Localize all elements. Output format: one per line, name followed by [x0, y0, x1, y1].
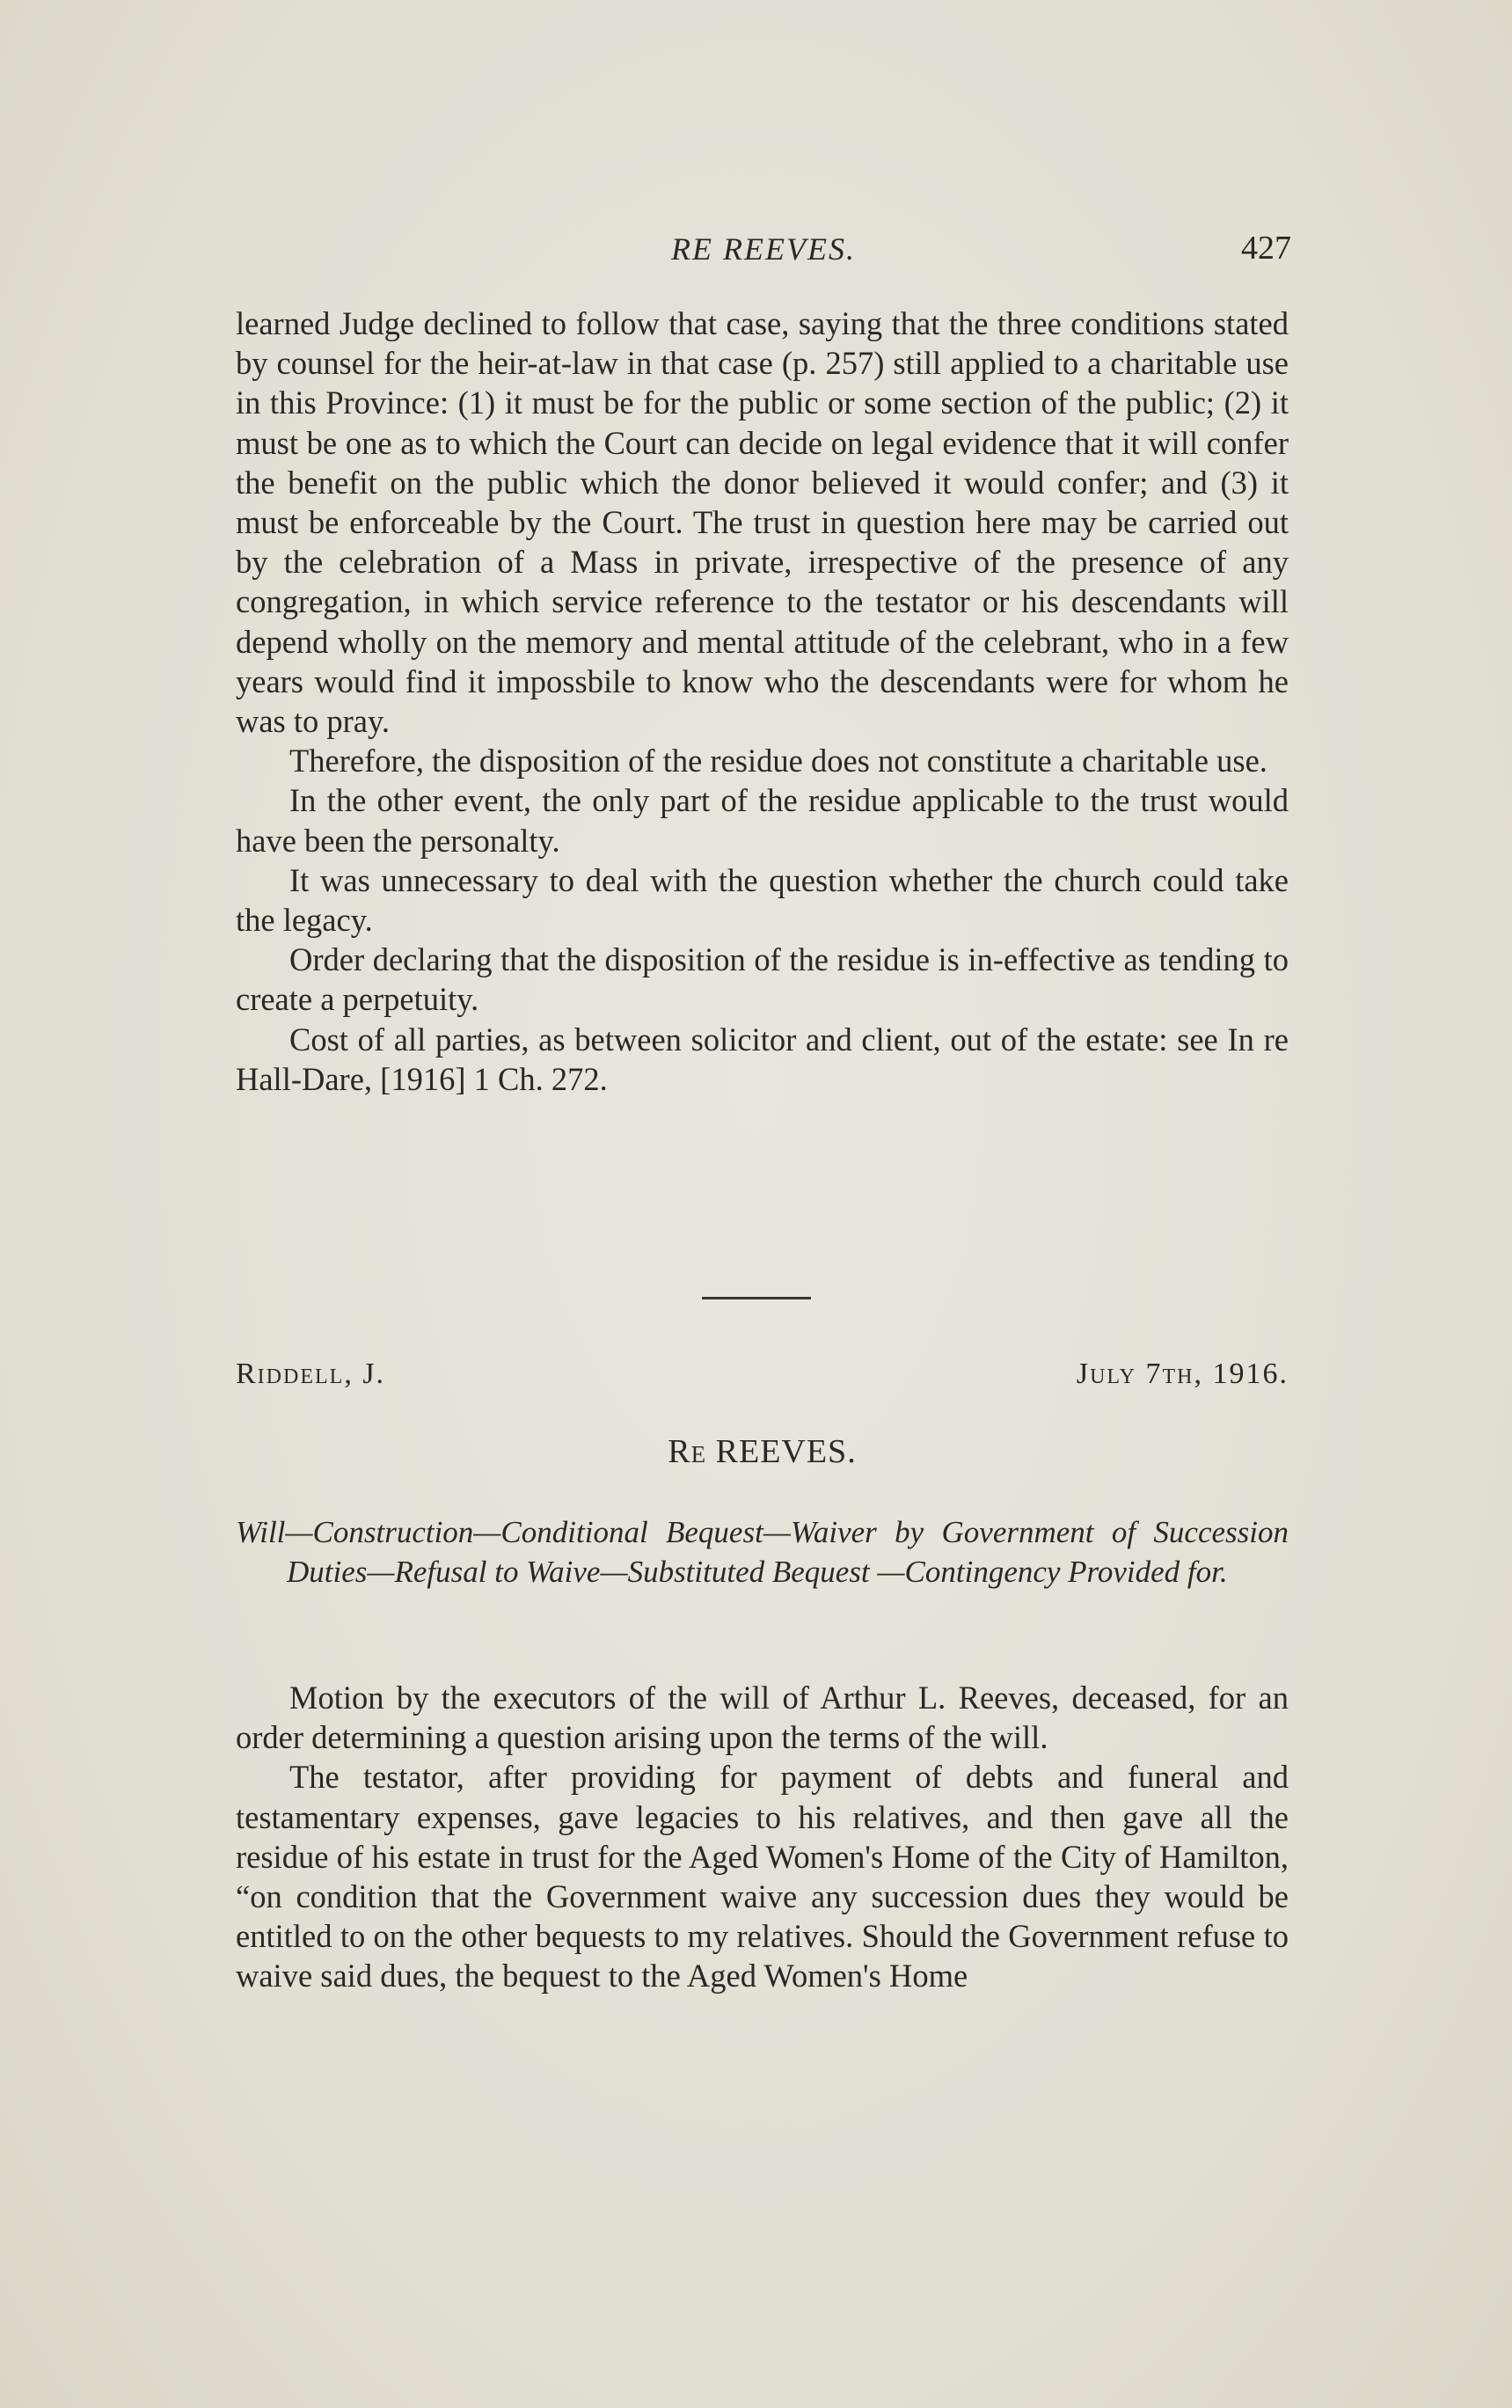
- case-title: Re REEVES.: [668, 1433, 857, 1470]
- bottom-text-block: [236, 1678, 1289, 1996]
- paragraph: In the other event, the only part of the residue applicable to the trust would have been the personalty.: [236, 782, 1289, 859]
- judgment-line: [236, 1358, 1289, 1398]
- paragraph: Motion by the executors of the will of Arthur L. Reeves, deceased, for an order determining a question arising upon the terms of the will.: [236, 1680, 1289, 1756]
- judgment-date: July 7th, 1916.: [1076, 1358, 1289, 1390]
- paragraph: Cost of all parties, as between solicitor and client, out of the estate: see In re Hall-Dare, [1916] 1 Ch. 272.: [236, 1021, 1289, 1097]
- section-divider: [702, 1297, 811, 1299]
- paragraph: Therefore, the disposition of the residue does not constitute a charitable use.: [289, 743, 1267, 779]
- paragraph: It was unnecessary to deal with the question whether the church could take the legacy.: [236, 861, 1289, 939]
- paragraph: Order declaring that the disposition of the residue is in-effective as tending to create a perpetuity.: [236, 941, 1289, 1018]
- running-header: [236, 231, 1291, 274]
- headnote: [236, 1512, 1289, 1592]
- judge-name: Riddell, J.: [236, 1358, 386, 1390]
- running-title: RE REEVES.: [671, 231, 856, 267]
- paragraph: The testator, after providing for payment of debts and funeral and testamentary expenses, gave legacies to his relatives, and then gave all the residue of his estate in trust for the Aged Women's Home of the City of Hamilton, “on condition that the Government waive any succession dues they would be entitled to on the other bequests to my relatives. Should the Government refuse to waive said dues, the bequest to the Aged Women's Home: [236, 1759, 1289, 1994]
- paragraph-continuation: learned Judge declined to follow that case, saying that the three conditions stated by counsel for the heir-at-law in that case (p. 257) still applied to a charitable use in this Province: (1) it must be for the public or some section of the public; (2) it must be one as to which the Court can decide on legal evidence that it will confer the benefit on the public which the donor believed it would confer; and (3) it must be enforceable by the Court. The trust in question here may be carried out by the celebration of a Mass in private, irrespective of the presence of any congregation, in which service reference to the testator or his descendants will depend wholly on the memory and mental attitude of the celebrant, who in a few years would find it impossbile to know who the descendants were for whom he was to pray.: [236, 305, 1289, 740]
- headnote-text: Will—Construction—Conditional Bequest—Waiver by Government of Succession Duties—Refusal to Waive—Substituted Bequest —Contingency Provided for.: [236, 1515, 1289, 1589]
- page-number: 427: [1241, 230, 1291, 267]
- top-text-block: [236, 304, 1289, 1099]
